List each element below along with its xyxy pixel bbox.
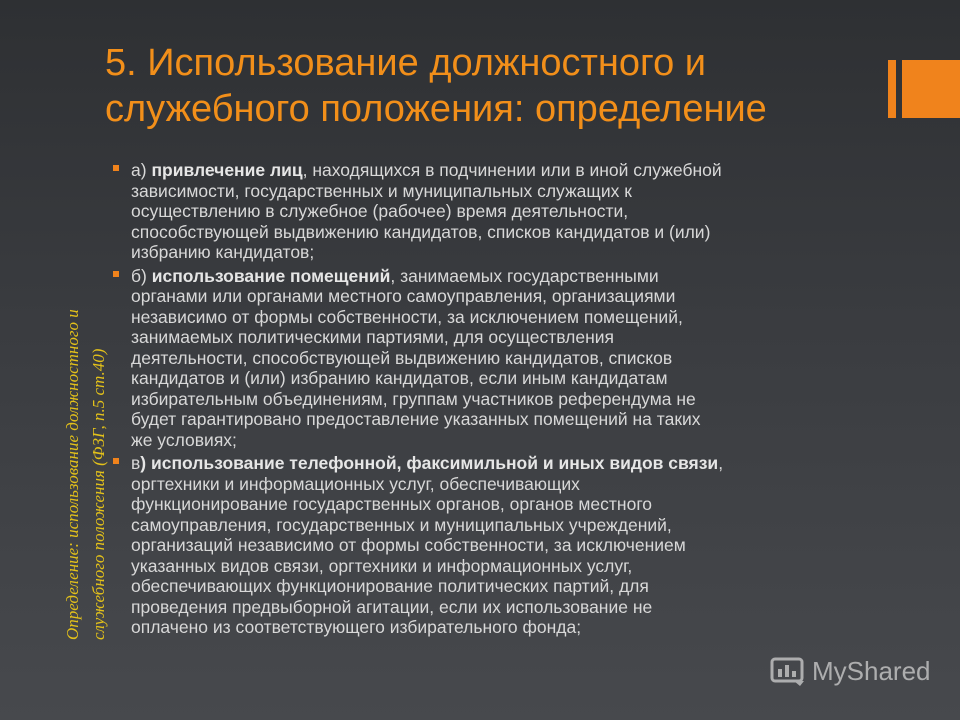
bullet-text: независимо от формы собственности, за исключением помещений, bbox=[131, 306, 683, 327]
bullet-line bbox=[131, 368, 863, 389]
title-line: 5. Использование должностного и bbox=[105, 42, 706, 84]
bullet-line bbox=[131, 535, 863, 556]
bullet-text: деятельности, способствующей выдвижению кандидатов, списков bbox=[131, 347, 673, 368]
bullet-line bbox=[131, 286, 863, 307]
bullet-line bbox=[131, 242, 863, 263]
bullet-marker bbox=[113, 458, 119, 464]
bullet-text: в bbox=[131, 453, 141, 473]
bullet-text: , bbox=[718, 453, 724, 473]
bullet-marker bbox=[113, 165, 119, 171]
bullet-line bbox=[131, 201, 863, 222]
bullet-bold-text: ) использование телефонной, факсимильной и иных видов связи bbox=[140, 453, 719, 473]
bullet-bold-text: привлечение лиц bbox=[151, 160, 303, 180]
bullet-line bbox=[131, 515, 863, 536]
side-note-line: Определение: использование должностного и bbox=[63, 309, 82, 640]
title-line: служебного положения: определение bbox=[105, 88, 767, 130]
accent-bars bbox=[888, 60, 960, 118]
bullet-item bbox=[113, 453, 863, 638]
bullet-text: осуществлению в служебное (рабочее) время деятельности, bbox=[131, 201, 629, 221]
bullet-text: самоуправления, государственных и муниципальных учреждений, bbox=[131, 514, 672, 535]
bullet-line bbox=[131, 266, 863, 287]
bullet-line bbox=[131, 181, 863, 202]
bullet-line bbox=[131, 160, 863, 181]
bullet-text: избранию кандидатов; bbox=[131, 242, 315, 262]
bullet-text: избирательным объединениям, группам участников референдума не bbox=[131, 388, 696, 409]
myshared-logo-icon bbox=[770, 655, 808, 687]
bullet-line bbox=[131, 617, 863, 638]
bullet-text: функционирование государственных органов, органов местного bbox=[131, 494, 653, 514]
bullet-bold-text: использование помещений bbox=[151, 265, 391, 286]
bullet-line bbox=[131, 494, 863, 515]
bullet-text: зависимости, государственных и муниципальных служащих к bbox=[131, 180, 632, 201]
bullet-text: оргтехники и информационных услуг, обеспечивающих bbox=[131, 473, 580, 494]
watermark bbox=[770, 655, 931, 687]
bullet-item bbox=[113, 266, 863, 451]
slide-title bbox=[105, 40, 865, 132]
bullet-text: же условиях; bbox=[131, 429, 237, 450]
bullet-line bbox=[131, 556, 863, 577]
bullet-text: органами или органами местного самоуправления, организациями bbox=[131, 286, 676, 306]
accent-bar-thin bbox=[888, 60, 896, 118]
bullet-line bbox=[131, 307, 863, 328]
side-note-line: служебного положения (ФЗГ, п.5 ст.40) bbox=[89, 348, 108, 640]
bullet-line bbox=[131, 474, 863, 495]
bullet-text: а) bbox=[131, 160, 152, 180]
bullet-line bbox=[131, 222, 863, 243]
bullet-text: проведения предвыборной агитации, если их использование не bbox=[131, 596, 653, 617]
bullet-line bbox=[131, 409, 863, 430]
bullet-text: обеспечивающих функционирование политических партий, для bbox=[131, 576, 649, 596]
bullet-text: организаций независимо от формы собственности, за исключением bbox=[131, 535, 686, 555]
bullet-text: б) bbox=[131, 265, 152, 286]
bullet-line bbox=[131, 597, 863, 618]
bullet-text: оплачено из соответствующего избирательного фонда; bbox=[131, 617, 582, 637]
bullet-text: занимаемых политическими партиями, для осуществления bbox=[131, 327, 615, 347]
bullet-line bbox=[131, 348, 863, 369]
bullet-list bbox=[113, 160, 863, 641]
bullet-line bbox=[131, 389, 863, 410]
bullet-item bbox=[113, 160, 863, 263]
side-note bbox=[60, 220, 112, 640]
watermark-text: MyShared bbox=[812, 655, 931, 686]
bullet-text: , находящихся в подчинении или в иной служебной bbox=[302, 160, 722, 180]
bullet-line bbox=[131, 430, 863, 451]
bullet-text: , занимаемых государственными bbox=[390, 265, 659, 286]
bullet-text: указанных видов связи, оргтехники и информационных услуг, bbox=[131, 555, 633, 576]
bullet-text: будет гарантировано предоставление указанных помещений на таких bbox=[131, 409, 701, 429]
bullet-line bbox=[131, 576, 863, 597]
bullet-line bbox=[131, 453, 863, 474]
bullet-text: кандидатов и (или) избранию кандидатов, если иным кандидатам bbox=[131, 368, 668, 388]
bullet-marker bbox=[113, 271, 119, 277]
bullet-line bbox=[131, 327, 863, 348]
bullet-text: способствующей выдвижению кандидатов, списков кандидатов и (или) bbox=[131, 221, 711, 242]
accent-bar-thick bbox=[902, 60, 960, 118]
